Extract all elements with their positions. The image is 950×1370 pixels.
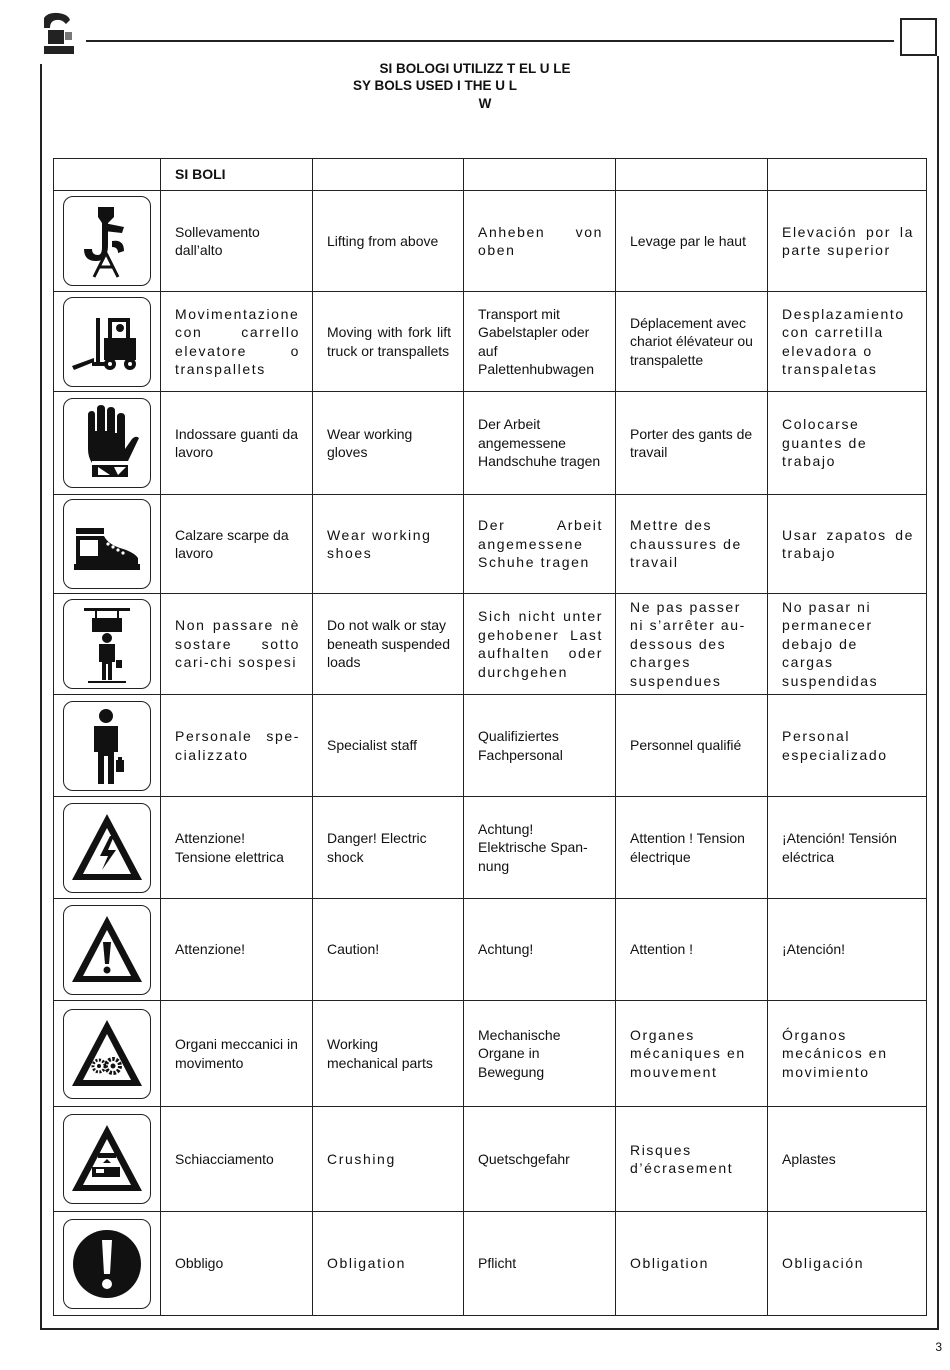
suspended-load-icon: [63, 599, 151, 689]
cell-it: Attenzione! Tensione elettrica: [161, 797, 313, 899]
table-row: [54, 1212, 927, 1316]
cell-en: Lifting from above: [313, 191, 464, 292]
cell-en: Moving with fork lift truck or transpallets: [313, 292, 464, 392]
crushing-icon: [63, 1114, 151, 1204]
cell-de: Anheben von oben: [464, 191, 616, 292]
cell-de: Quetschgefahr: [464, 1107, 616, 1212]
cell-fr: Ne pas passer ni s’arrêter au-dessous des charges suspendues: [616, 594, 768, 695]
cell-fr: Attention ! Tension électrique: [616, 797, 768, 899]
cell-es: Colocarse guantes de trabajo: [768, 392, 927, 495]
header-icon-cell: [54, 159, 161, 191]
cell-es: Obligación: [768, 1212, 927, 1316]
crane-hook-icon: [63, 196, 151, 286]
header-rule: [86, 40, 894, 42]
cell-es: Personal especializado: [768, 695, 927, 797]
frame-right-border: [937, 56, 939, 1330]
cell-de: Achtung! Elektrische Span-nung: [464, 797, 616, 899]
cell-de: Achtung!: [464, 899, 616, 1001]
icon-cell: [54, 495, 161, 594]
electric-shock-icon: [63, 803, 151, 893]
icon-cell: [54, 292, 161, 392]
cell-it: Obbligo: [161, 1212, 313, 1316]
cell-en: Specialist staff: [313, 695, 464, 797]
cell-it: Organi meccanici in movimento: [161, 1001, 313, 1107]
cell-it: Attenzione!: [161, 899, 313, 1001]
cell-fr: Personnel qualifié: [616, 695, 768, 797]
table-row: [54, 392, 927, 495]
cell-en: Working mechanical parts: [313, 1001, 464, 1107]
forklift-icon: [63, 297, 151, 387]
frame-bottom-border: [40, 1328, 939, 1330]
cell-it: Non passare nè sostare sotto cari-chi sospesi: [161, 594, 313, 695]
cell-fr: Attention !: [616, 899, 768, 1001]
cell-it: Schiacciamento: [161, 1107, 313, 1212]
icon-cell: [54, 1212, 161, 1316]
header-cell-fr: [616, 159, 768, 191]
cell-en: Do not walk or stay beneath suspended loads: [313, 594, 464, 695]
icon-cell: [54, 594, 161, 695]
table-row: [54, 899, 927, 1001]
cell-en: Danger! Electric shock: [313, 797, 464, 899]
table-row: [54, 695, 927, 797]
cell-de: Pflicht: [464, 1212, 616, 1316]
cell-es: No pasar ni permanecer debajo de cargas suspendidas: [768, 594, 927, 695]
cell-it: Calzare scarpe da lavoro: [161, 495, 313, 594]
moving-gears-icon: [63, 1009, 151, 1099]
icon-cell: [54, 191, 161, 292]
table-row: [54, 1107, 927, 1212]
safety-shoe-icon: [63, 499, 151, 589]
cell-fr: Porter des gants de travail: [616, 392, 768, 495]
cell-es: ¡Atención!: [768, 899, 927, 1001]
frame-left-border: [40, 64, 42, 1330]
cell-it: Personale spe-cializzato: [161, 695, 313, 797]
cell-en: Crushing: [313, 1107, 464, 1212]
table-row: [54, 594, 927, 695]
icon-cell: [54, 1001, 161, 1107]
cell-it: Sollevamento dall’alto: [161, 191, 313, 292]
cell-fr: Mettre des chaussures de travail: [616, 495, 768, 594]
cell-it: Indossare guanti da lavoro: [161, 392, 313, 495]
cell-fr: Organes mécaniques en mouvement: [616, 1001, 768, 1107]
cell-es: Elevación por la parte superior: [768, 191, 927, 292]
table-header-row: [54, 159, 927, 191]
caution-icon: [63, 905, 151, 995]
cell-en: Wear working shoes: [313, 495, 464, 594]
table-row: [54, 292, 927, 392]
cell-fr: Déplacement avec chariot élévateur ou transpalette: [616, 292, 768, 392]
cell-en: Caution!: [313, 899, 464, 1001]
cell-en: Obligation: [313, 1212, 464, 1316]
header-symbols-label: SI BOLI: [161, 159, 313, 191]
icon-cell: [54, 695, 161, 797]
header-cell-de: [464, 159, 616, 191]
company-logo: [38, 10, 78, 56]
header-cell-es: [768, 159, 927, 191]
cell-de: Transport mit Gabelstapler oder auf Palettenhubwagen: [464, 292, 616, 392]
table-row: [54, 191, 927, 292]
cell-es: ¡Atención! Tensión eléctrica: [768, 797, 927, 899]
gloves-icon: [63, 398, 151, 488]
cell-es: Usar zapatos de trabajo: [768, 495, 927, 594]
cell-fr: Obligation: [616, 1212, 768, 1316]
cell-de: Sich nicht unter gehobener Last aufhalten oder durchgehen: [464, 594, 616, 695]
title-line-2: SY BOLS USED I THE U L: [352, 78, 518, 93]
title-line-1: SI BOLOGI UTILIZZ T EL U LE: [379, 61, 571, 76]
title-line-3: W: [478, 96, 492, 111]
icon-cell: [54, 899, 161, 1001]
icon-cell: [54, 797, 161, 899]
cell-es: Órganos mecánicos en movimiento: [768, 1001, 927, 1107]
icon-cell: [54, 1107, 161, 1212]
table-row: [54, 797, 927, 899]
table-row: [54, 1001, 927, 1107]
cell-it: Movimentazione con carrello elevatore o transpallets: [161, 292, 313, 392]
specialist-person-icon: [63, 701, 151, 791]
cell-es: Aplastes: [768, 1107, 927, 1212]
cell-de: Mechanische Organe in Bewegung: [464, 1001, 616, 1107]
icon-cell: [54, 392, 161, 495]
cell-es: Desplazamiento con carretilla elevadora o transpaletas: [768, 292, 927, 392]
cell-fr: Levage par le haut: [616, 191, 768, 292]
cell-de: Der Arbeit angemessene Handschuhe tragen: [464, 392, 616, 495]
cell-de: Der Arbeit angemessene Schuhe tragen: [464, 495, 616, 594]
obligation-icon: [63, 1219, 151, 1309]
cell-en: Wear working gloves: [313, 392, 464, 495]
cell-fr: Risques d’écrasement: [616, 1107, 768, 1212]
corner-box: [900, 18, 937, 56]
header-cell-en: [313, 159, 464, 191]
cell-de: Qualifiziertes Fachpersonal: [464, 695, 616, 797]
page-number: 3: [935, 1340, 942, 1354]
symbols-table: [53, 158, 927, 1316]
table-row: [54, 495, 927, 594]
